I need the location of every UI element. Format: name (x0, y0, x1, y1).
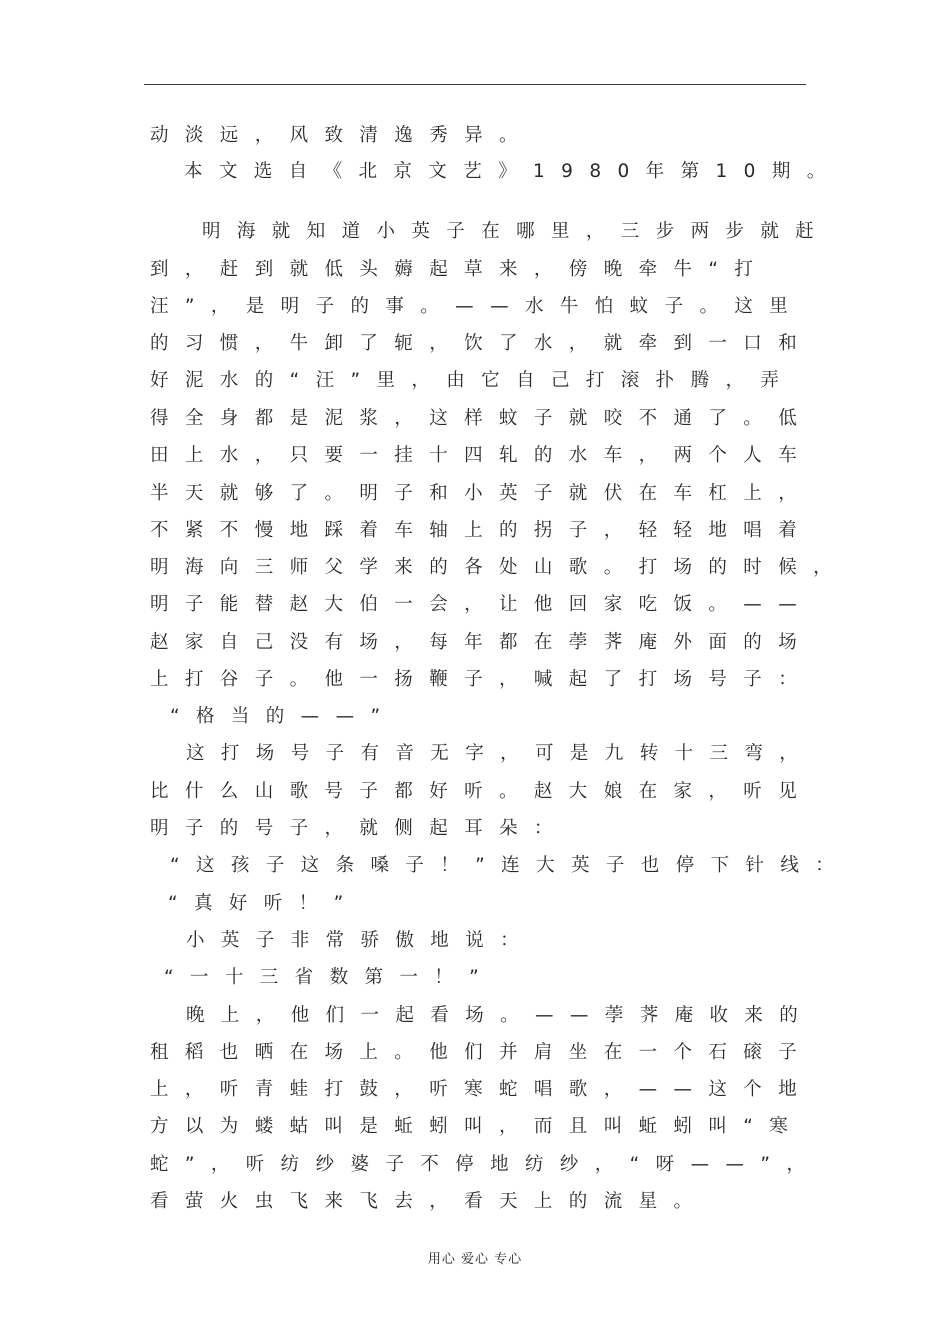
text-line: 小英子非常骄傲地说： (186, 930, 536, 951)
text-line: 田上水，只要一挂十四轧的水车，两个人车 (150, 445, 814, 466)
text-line: 本文选自《北京文艺》1980年第10期。 (184, 161, 842, 182)
text-line: “这孩子这条嗓子！”连大英子也停下针线： (170, 855, 851, 876)
text-line: 到，赶到就低头薅起草来，傍晚牵牛“打 (150, 259, 770, 280)
text-line: 晚上，他们一起看场。——荸荠庵收来的 (186, 1005, 815, 1026)
text-line: 半天就够了。明子和小英子就伏在车杠上， (150, 483, 814, 504)
text-line: “真好听！” (168, 893, 360, 914)
text-line: 租稻也晒在场上。他们并肩坐在一个石磙子 (150, 1042, 814, 1063)
text-line: 明子的号子，就侧起耳朵： (150, 818, 569, 839)
text-line: 明海向三师父学来的各处山歌。打场的时候， (150, 557, 849, 578)
text-line: 看萤火虫飞来飞去，看天上的流星。 (150, 1191, 709, 1212)
text-line: 不紧不慢地踩着车轴上的拐子，轻轻地唱着 (150, 520, 814, 541)
text-line: 这打场号子有音无字，可是九转十三弯， (186, 743, 815, 764)
text-line: 蛇”，听纺纱婆子不停地纺纱，“呀——”， (150, 1154, 822, 1175)
text-line: 的习惯，牛卸了轭，饮了水，就牵到一口和 (150, 333, 814, 354)
text-line: “一十三省数第一！” (164, 967, 496, 988)
text-line: 汪”，是明子的事。——水牛怕蚊子。这里 (150, 296, 805, 317)
page-footer: 用心 爱心 专心 (427, 1252, 523, 1267)
text-line: 赵家自己没有场，每年都在荸荠庵外面的场 (150, 632, 814, 653)
text-line: 好泥水的“汪”里，由它自己打滚扑腾，弄 (150, 370, 796, 391)
text-line: “格当的——” (170, 706, 397, 727)
text-line: 明海就知道小英子在哪里，三步两步就赶 (202, 221, 831, 242)
text-line: 上打谷子。他一扬鞭子，喊起了打场号子： (150, 669, 814, 690)
text-line: 明子能替赵大伯一会，让他回家吃饭。—— (150, 594, 814, 615)
text-line: 比什么山歌号子都好听。赵大娘在家，听见 (150, 781, 814, 802)
text-line: 方以为蝼蛄叫是蚯蚓叫，而且叫蚯蚓叫“寒 (150, 1116, 805, 1137)
text-line: 得全身都是泥浆，这样蚊子就咬不通了。低 (150, 408, 814, 429)
text-line: 上，听青蛙打鼓，听寒蛇唱歌，——这个地 (150, 1079, 814, 1100)
text-line: 动淡远，风致清逸秀异。 (150, 125, 534, 146)
